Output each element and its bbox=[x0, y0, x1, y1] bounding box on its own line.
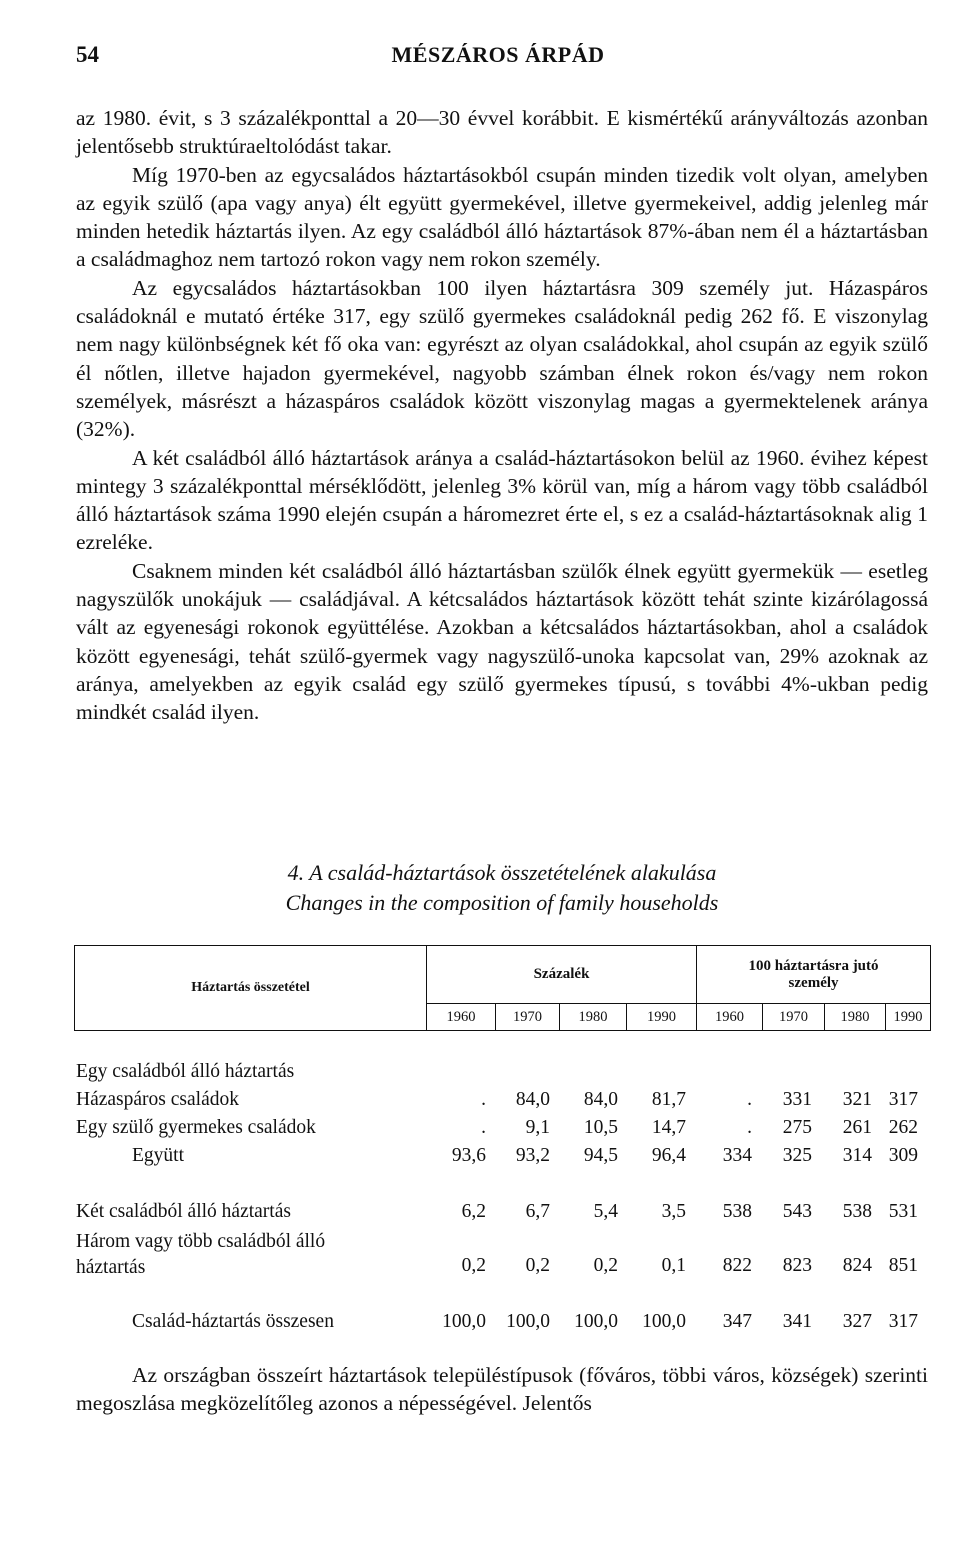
year-header: 1960 bbox=[697, 1004, 763, 1031]
section-heading: Egy családból álló háztartás bbox=[76, 1061, 295, 1082]
table-cell: 0,2 bbox=[593, 1255, 618, 1276]
table-cell: 93,6 bbox=[451, 1145, 486, 1166]
table-cell: 331 bbox=[782, 1089, 812, 1110]
table-row bbox=[74, 1229, 930, 1283]
year-header: 1980 bbox=[825, 1004, 886, 1031]
table-row bbox=[74, 1117, 930, 1143]
table-header bbox=[74, 945, 931, 1031]
table-cell: 84,0 bbox=[583, 1089, 618, 1110]
table-cell: 0,2 bbox=[525, 1255, 550, 1276]
table-cell: 327 bbox=[842, 1311, 872, 1332]
table-cell: 531 bbox=[888, 1201, 918, 1222]
row-label: Egy szülő gyermekes családok bbox=[76, 1117, 316, 1138]
table-cell: 334 bbox=[722, 1145, 752, 1166]
paragraph: Csaknem minden két családból álló háztartásban szülők élnek együtt gyermekük — esetleg nagyszülők unokájuk — családjával. A kétcsaládos háztartások között tehát szinte kizárólagossá vált az egyenesági rokonok együttélése. Azokban a kétcsaládos háztartásokban, ahol a családok között egyenesági, tehát szülő-gyermek vagy nagyszülő-unoka kapcsolat van, 29% azoknak az aránya, amelyekben az egyik család egy szülő gyermekes típusú, s további 4%-ukban pedig mindkét család ilyen. bbox=[76, 558, 928, 725]
table-title-english: Changes in the composition of family households bbox=[285, 890, 719, 915]
table-cell: 317 bbox=[888, 1089, 918, 1110]
table-cell: 96,4 bbox=[651, 1145, 686, 1166]
table-cell: 317 bbox=[888, 1311, 918, 1332]
table-cell: 538 bbox=[722, 1201, 752, 1222]
table-caption bbox=[76, 858, 928, 918]
table-cell: 347 bbox=[722, 1311, 752, 1332]
table-cell: 93,2 bbox=[515, 1145, 550, 1166]
page-header bbox=[76, 42, 920, 76]
body-text bbox=[76, 104, 928, 727]
table-cell: 262 bbox=[888, 1117, 918, 1138]
section-heading-row bbox=[74, 1061, 930, 1087]
row-label: Család-háztartás összesen bbox=[132, 1311, 334, 1332]
table-row bbox=[74, 1089, 930, 1115]
table-cell: 81,7 bbox=[651, 1089, 686, 1110]
year-header: 1960 bbox=[427, 1004, 496, 1031]
table-cell: . bbox=[481, 1117, 486, 1138]
column-group-persons: 100 háztartásra jutó személy bbox=[697, 946, 931, 1004]
table-cell: 325 bbox=[782, 1145, 812, 1166]
paragraph: az 1980. évit, s 3 százalékponttal a 20—30 évvel korábbit. E kismértékű arányváltozás azonban jelentősebb struktúraeltolódást takar. bbox=[76, 106, 928, 159]
row-label: Két családból álló háztartás bbox=[76, 1201, 291, 1222]
paragraph: Az országban összeírt háztartások településtípusok (főváros, többi város, községek) szerinti megoszlása megközelítőleg azonos a népességével. Jelentős bbox=[76, 1363, 928, 1416]
table-cell: 3,5 bbox=[661, 1201, 686, 1222]
row-label: Házaspáros családok bbox=[76, 1089, 239, 1110]
table-cell: 84,0 bbox=[515, 1089, 550, 1110]
table-cell: . bbox=[481, 1089, 486, 1110]
total-row bbox=[74, 1311, 930, 1337]
table-cell: 275 bbox=[782, 1117, 812, 1138]
table-cell: 94,5 bbox=[583, 1145, 618, 1166]
table-row bbox=[74, 1201, 930, 1227]
table-cell: 10,5 bbox=[583, 1117, 618, 1138]
table-cell: 100,0 bbox=[642, 1311, 686, 1332]
table-cell: 14,7 bbox=[651, 1117, 686, 1138]
year-header: 1990 bbox=[886, 1004, 931, 1031]
table-cell: 538 bbox=[842, 1201, 872, 1222]
paragraph: A két családból álló háztartások aránya a család-háztartásokon belül az 1960. évihez képest mintegy 3 százalékponttal mérséklődött, jelenleg 3% körül van, míg a három vagy több családból álló háztartások száma 1990 elején csupán a háromezret érte el, s ez a család-háztartásoknak alig 1 ezreléke. bbox=[76, 445, 928, 555]
table-cell: 321 bbox=[842, 1089, 872, 1110]
table-cell: 9,1 bbox=[525, 1117, 550, 1138]
running-title: MÉSZÁROS ÁRPÁD bbox=[391, 42, 605, 67]
paragraph: Az egycsaládos háztartásokban 100 ilyen háztartásra 309 személy jut. Házaspáros családoknál e mutató értéke 317, egy szülő gyermekes családoknál pedig 262 fő. E viszonylag nem nagy különbségnek két fő oka van: egyrészt az olyan családokkal, ahol csupán az egyik szülő él nőtlen, illetve hajadon gyermekével, nagyobb számban élnek rokon és/vagy nem rokon személyek, másrészt a házaspáros családok között viszonylag magas a gyermektelenek aránya (32%). bbox=[76, 275, 928, 442]
table-cell: 261 bbox=[842, 1117, 872, 1138]
table-cell: 543 bbox=[782, 1201, 812, 1222]
data-table bbox=[74, 945, 930, 1332]
table-cell: 309 bbox=[888, 1145, 918, 1166]
table-cell: 6,2 bbox=[461, 1201, 486, 1222]
table-row bbox=[74, 1145, 930, 1171]
table-cell: 314 bbox=[842, 1145, 872, 1166]
table-cell: 6,7 bbox=[525, 1201, 550, 1222]
table-cell: 341 bbox=[782, 1311, 812, 1332]
paragraph: Míg 1970-ben az egycsaládos háztartásokból csupán minden tizedik volt olyan, amelyben az egyik szülő (apa vagy anya) élt együtt gyermekével, illetve gyermekeivel, addig jelenleg már minden hetedik háztartás ilyen. Az egy családból álló háztartások 87%-ában nem él a háztartásban a családmaghoz nem tartozó rokon vagy nem rokon személy. bbox=[76, 162, 928, 272]
year-header: 1990 bbox=[627, 1004, 697, 1031]
table-title-hungarian: 4. A család-háztartások összetételének alakulása bbox=[287, 860, 717, 885]
table-cell: 851 bbox=[888, 1255, 918, 1276]
table-cell: 0,2 bbox=[461, 1255, 486, 1276]
year-header: 1970 bbox=[763, 1004, 825, 1031]
column-group-percent: Százalék bbox=[427, 946, 697, 1004]
table-cell: 823 bbox=[782, 1255, 812, 1276]
table-cell: . bbox=[747, 1089, 752, 1110]
table-cell: 100,0 bbox=[506, 1311, 550, 1332]
table-cell: 824 bbox=[842, 1255, 872, 1276]
year-header: 1970 bbox=[496, 1004, 560, 1031]
row-label: Együtt bbox=[132, 1145, 184, 1166]
page-number: 54 bbox=[76, 42, 99, 67]
year-header: 1980 bbox=[560, 1004, 627, 1031]
table-cell: 100,0 bbox=[442, 1311, 486, 1332]
row-label: Három vagy több családból álló háztartás bbox=[76, 1231, 326, 1278]
table-cell: 100,0 bbox=[574, 1311, 618, 1332]
column-header-composition: Háztartás összetétel bbox=[75, 946, 427, 1031]
table-cell: 822 bbox=[722, 1255, 752, 1276]
table-cell: . bbox=[747, 1117, 752, 1138]
body-text-continued bbox=[76, 1361, 928, 1418]
table-cell: 0,1 bbox=[661, 1255, 686, 1276]
table-cell: 5,4 bbox=[593, 1201, 618, 1222]
